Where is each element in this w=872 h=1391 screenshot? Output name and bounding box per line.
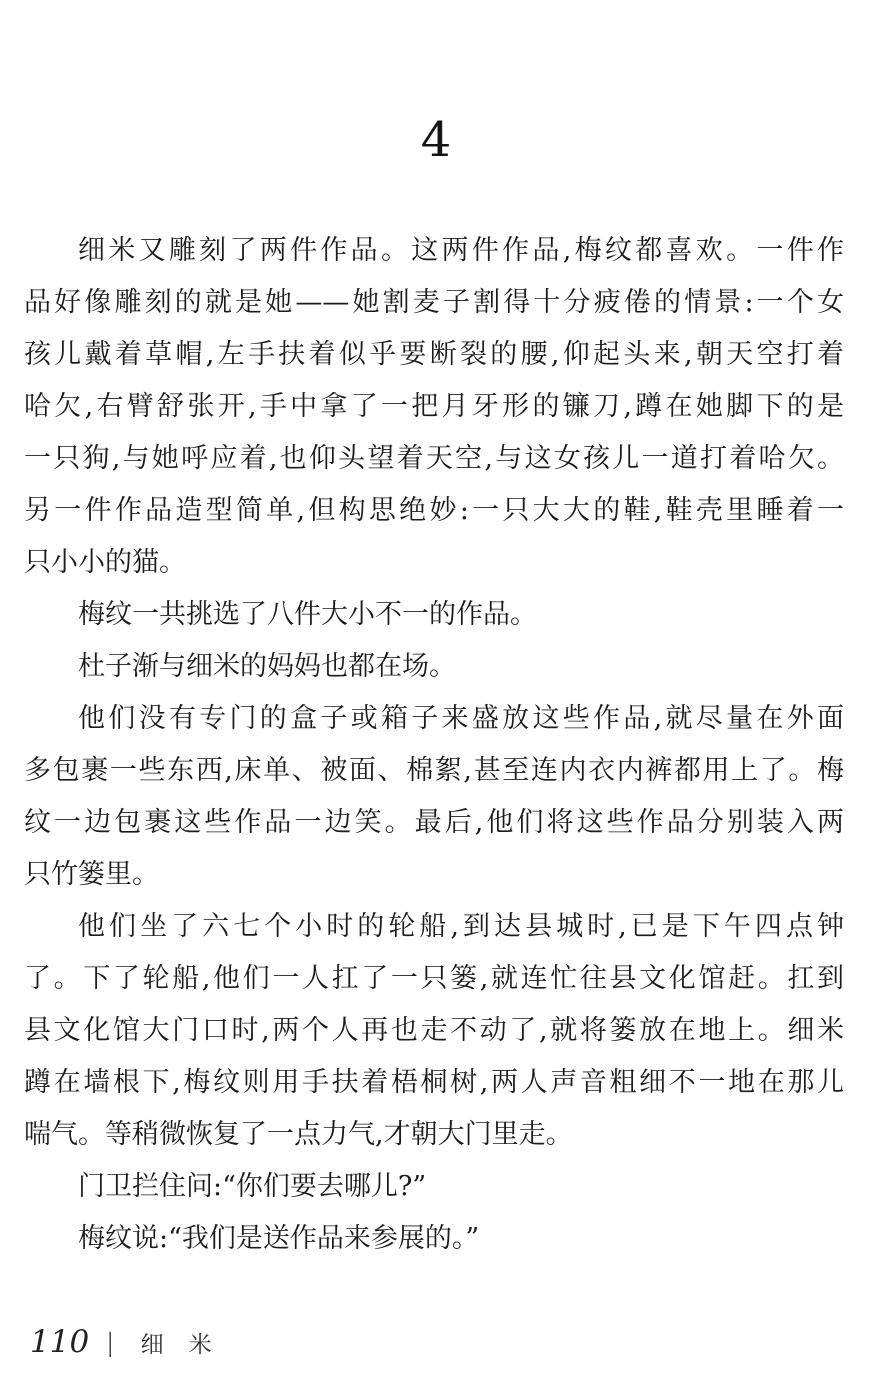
text-line: 纹一边包裹这些作品一边笑。最后,他们将这些作品分别装入两 xyxy=(24,807,844,838)
paragraph xyxy=(24,225,844,589)
paragraph xyxy=(24,641,844,693)
paragraph xyxy=(24,901,844,1161)
text-line: 喘气。等稍微恢复了一点力气,才朝大门里走。 xyxy=(24,1119,573,1150)
text-line: 只竹篓里。 xyxy=(24,859,159,890)
text-line: 一只狗,与她呼应着,也仰头望着天空,与这女孩儿一道打着哈欠。 xyxy=(24,443,844,474)
paragraph xyxy=(24,693,844,901)
text-line: 品好像雕刻的就是她——她割麦子割得十分疲倦的情景:一个女 xyxy=(24,287,844,318)
footer-divider: | xyxy=(107,1327,114,1357)
text-line: 梅纹说:“我们是送作品来参展的。” xyxy=(78,1223,480,1254)
text-line: 蹲在墙根下,梅纹则用手扶着梧桐树,两人声音粗细不一地在那儿 xyxy=(24,1067,844,1098)
footer-page-number: 110 xyxy=(30,1324,90,1360)
paragraph xyxy=(24,1161,844,1213)
text-line: 门卫拦住问:“你们要去哪儿?” xyxy=(78,1171,427,1202)
text-line: 他们没有专门的盒子或箱子来盛放这些作品,就尽量在外面 xyxy=(78,703,844,734)
text-line: 孩儿戴着草帽,左手扶着似乎要断裂的腰,仰起头来,朝天空打着 xyxy=(24,339,844,370)
text-line: 多包裹一些东西,床单、被面、棉絮,甚至连内衣内裤都用上了。梅 xyxy=(24,755,844,786)
text-line: 细米又雕刻了两件作品。这两件作品,梅纹都喜欢。一件作 xyxy=(78,235,844,266)
footer-book-title: 细米 xyxy=(140,1331,237,1358)
text-line: 只小小的猫。 xyxy=(24,547,186,578)
text-line: 他们坐了六七个小时的轮船,到达县城时,已是下午四点钟 xyxy=(78,911,844,942)
text-line: 了。下了轮船,他们一人扛了一只篓,就连忙往县文化馆赶。扛到 xyxy=(24,963,844,994)
chapter-number: 4 xyxy=(420,112,452,168)
paragraph xyxy=(24,589,844,641)
text-line: 杜子渐与细米的妈妈也都在场。 xyxy=(78,651,456,682)
text-line: 县文化馆大门口时,两个人再也走不动了,就将篓放在地上。细米 xyxy=(24,1015,844,1046)
text-line: 哈欠,右臂舒张开,手中拿了一把月牙形的镰刀,蹲在她脚下的是 xyxy=(24,391,844,422)
page-footer xyxy=(30,1322,237,1362)
text-line: 另一件作品造型简单,但构思绝妙:一只大大的鞋,鞋壳里睡着一 xyxy=(24,495,844,526)
text-line: 梅纹一共挑选了八件大小不一的作品。 xyxy=(78,599,537,630)
body-text xyxy=(24,225,844,1265)
paragraph xyxy=(24,1213,844,1265)
